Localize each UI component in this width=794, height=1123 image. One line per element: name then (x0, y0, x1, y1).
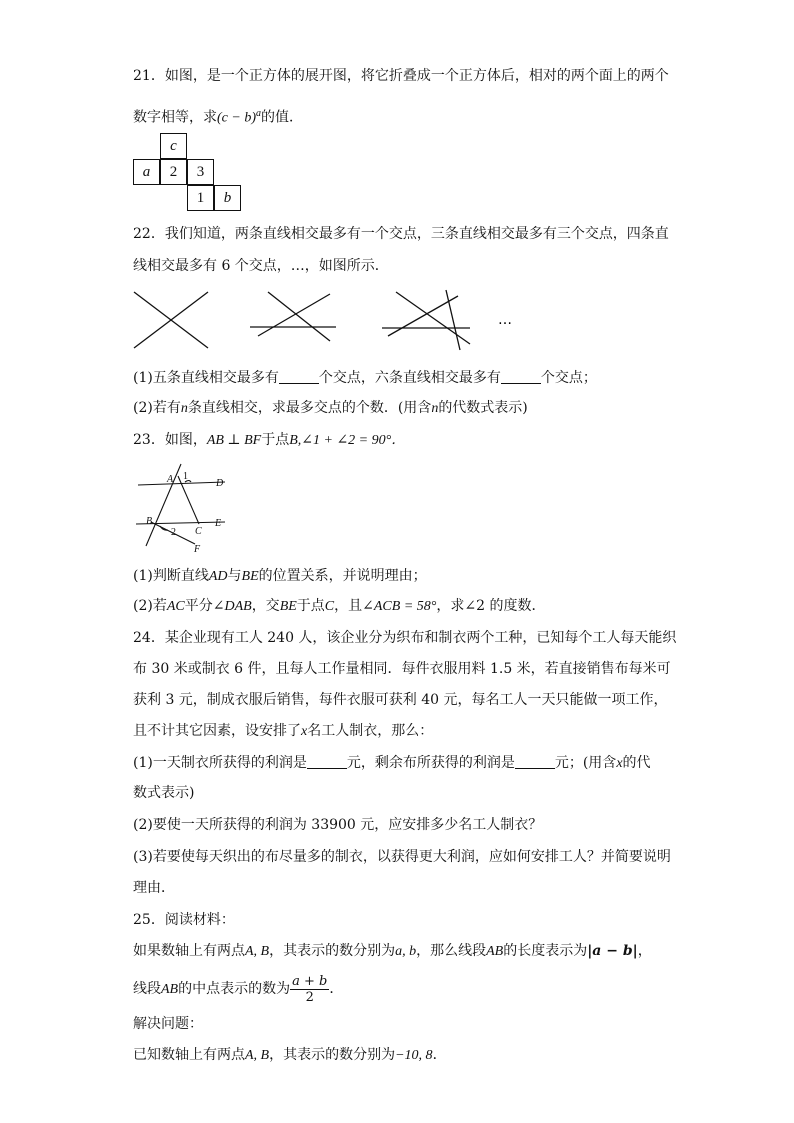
q23-p2-text4: 于点 (296, 598, 325, 614)
q22-p1-text3: 个交点； (540, 370, 597, 386)
q25-l2-text2: 的中点表示的数为 (178, 981, 291, 997)
q24-p1-text4: 的代 (622, 755, 651, 771)
cube-net-figure (133, 133, 245, 213)
q24-part3-cont: 理由． (133, 880, 175, 896)
intersecting-lines-figure (130, 286, 530, 356)
q22-p2-text: (2)若有 (133, 400, 181, 416)
q23-ad: AD (208, 569, 228, 584)
q23-line1 (133, 430, 405, 451)
var-x: x (301, 724, 308, 739)
cube-cell-2: 2 (160, 159, 187, 185)
q21-text: 数字相等，求 (133, 109, 217, 126)
q21-text-end: 的值． (261, 109, 303, 126)
var-n: n (180, 401, 188, 416)
q24-line1: 24．某企业现有工人 240 人，该企业分为织布和制衣两个工种，已知每个工人每天能织 (133, 630, 677, 646)
cube-cell-a: a (133, 159, 160, 185)
q23-ac: AC (166, 599, 185, 614)
answer-blank-3 (307, 754, 347, 769)
midpoint-fraction (290, 974, 329, 1005)
q24-text: 且不计其它因素，设安排了 (133, 723, 301, 739)
q25-title: 25．阅读材料： (133, 912, 235, 928)
q23-p2-text2: 平分 (184, 598, 213, 614)
cube-cell-3: 3 (187, 159, 214, 185)
var-n-2: n (431, 401, 439, 416)
q23-be: BE (241, 569, 259, 584)
q24-text2: 名工人制衣，那么： (307, 723, 434, 739)
label-c: C (195, 526, 202, 537)
q25-solve-heading: 解决问题： (133, 1016, 203, 1032)
q23-dab: ∠DAB (212, 599, 252, 614)
q22-p1-text2: 个交点，六条直线相交最多有 (318, 370, 501, 386)
q25-points-2: A, B (245, 1048, 270, 1063)
q23-p1-text2: 与 (227, 568, 242, 584)
q24-part3: (3)若要使每天织出的布尽量多的制衣，以获得更大利润，应如何安排工人？并简要说明 (133, 849, 671, 865)
q24-line2: 布 30 米或制衣 6 件，且每人工作量相同．每件衣服用料 1.5 米，若直接销售布每米可 (133, 661, 671, 677)
label-f: F (194, 544, 201, 555)
fig3-line-a (396, 292, 470, 344)
q25-segment: AB (486, 944, 504, 959)
q25-abs-expr: |a − b| (587, 943, 638, 959)
q24-part1 (133, 753, 651, 774)
q23-text: 23．如图， (133, 432, 207, 448)
label-e: E (215, 518, 222, 529)
q22-part1 (133, 368, 597, 388)
q25-l2-text3: ． (329, 981, 344, 997)
q23-point-c: C (324, 599, 335, 614)
answer-blank-4 (515, 754, 555, 769)
fraction-numerator: a + b (292, 973, 328, 989)
q22-line1: 22．我们知道，两条直线相交最多有一个交点，三条直线相交最多有三个交点，四条直 (133, 226, 669, 242)
q22-p2-text3: 的代数式表示) (438, 400, 528, 416)
q22-p1-text: (1)五条直线相交最多有 (133, 370, 279, 386)
q25-l3-text3: ． (432, 1047, 447, 1063)
answer-blank-2 (501, 369, 541, 384)
answer-blank-1 (279, 369, 319, 384)
fraction-denominator: 2 (305, 989, 314, 1005)
q23-p2-text5: ，且 (334, 598, 363, 614)
q21-line2 (133, 104, 303, 129)
geometry-figure (133, 460, 243, 556)
q25-line3 (133, 1045, 447, 1066)
q25-points: A, B (245, 944, 270, 959)
q24-p1-text2: 元，剩余布所获得的利润是 (346, 755, 515, 771)
fig2-line-b (258, 294, 330, 336)
label-d: D (216, 478, 224, 489)
q25-text4: 的长度表示为 (503, 943, 588, 959)
q25-l2-text: 线段 (133, 981, 161, 997)
q25-text: 如果数轴上有两点 (133, 943, 245, 959)
q21-exp: a (256, 108, 261, 119)
q24-part1-cont: 数式表示) (133, 785, 195, 801)
cube-cell-c: c (160, 133, 187, 159)
q24-part2: (2)要使一天所获得的利润为 33900 元，应安排多少名工人制衣？ (133, 817, 543, 833)
label-2: 2 (171, 527, 176, 538)
q24-p1-text3: 元；(用含 (554, 755, 617, 771)
var-x-2: x (616, 756, 623, 771)
q24-line4 (133, 721, 433, 742)
q25-text2: ，其表示的数分别为 (269, 943, 396, 959)
q25-vars: a, b (395, 944, 417, 959)
q23-angle-sum: ,∠1 + ∠2 = 90°． (297, 433, 406, 448)
q21-line1: 21．如图，是一个正方体的展开图，将它折叠成一个正方体后，相对的两个面上的两个 (133, 68, 669, 84)
q25-l3-text: 已知数轴上有两点 (133, 1047, 245, 1063)
q25-l3-text2: ，其表示的数分别为 (269, 1047, 396, 1063)
q25-segment-2: AB (161, 982, 179, 997)
q23-perp: AB ⊥ BF (206, 433, 262, 448)
q23-p2-text3: ，交 (251, 598, 280, 614)
q23-point-b: B (289, 433, 298, 448)
label-b: B (146, 516, 153, 527)
q23-acb: ∠ACB = 58° (362, 599, 437, 614)
cube-cell-1: 1 (187, 185, 214, 211)
q23-part1 (133, 566, 427, 587)
label-a: A (167, 474, 174, 485)
q25-line2 (133, 972, 343, 1007)
q22-part2 (133, 398, 528, 419)
q23-p1-text: (1)判断直线 (133, 568, 209, 584)
q23-p2-text6: ，求∠2 的度数． (436, 598, 546, 614)
q25-line1 (133, 941, 652, 962)
q24-line3: 获利 3 元，制成衣服后销售，每件衣服可获利 40 元，每名工人一天只能做一项工作， (133, 692, 668, 708)
q23-p1-text3: 的位置关系，并说明理由； (258, 568, 427, 584)
q22-line2: 线相交最多有 6 个交点，…，如图所示． (133, 258, 389, 274)
q21-expr: (c − b) (217, 110, 256, 126)
label-1: 1 (183, 471, 188, 482)
q22-p2-text2: 条直线相交，求最多交点的个数．(用含 (187, 400, 432, 416)
q23-be-2: BE (279, 599, 297, 614)
q24-p1-text: (1)一天制衣所获得的利润是 (133, 755, 307, 771)
cube-cell-b: b (214, 185, 241, 211)
q23-text2: 于点 (261, 432, 290, 448)
q23-p2-text: (2)若 (133, 598, 167, 614)
q25-text5: ， (637, 943, 652, 959)
q23-part2 (133, 596, 545, 617)
q25-text3: ，那么线段 (416, 943, 487, 959)
fig3-line-b (388, 296, 458, 336)
q25-values: −10, 8 (395, 1048, 433, 1063)
ellipsis: … (498, 312, 512, 328)
